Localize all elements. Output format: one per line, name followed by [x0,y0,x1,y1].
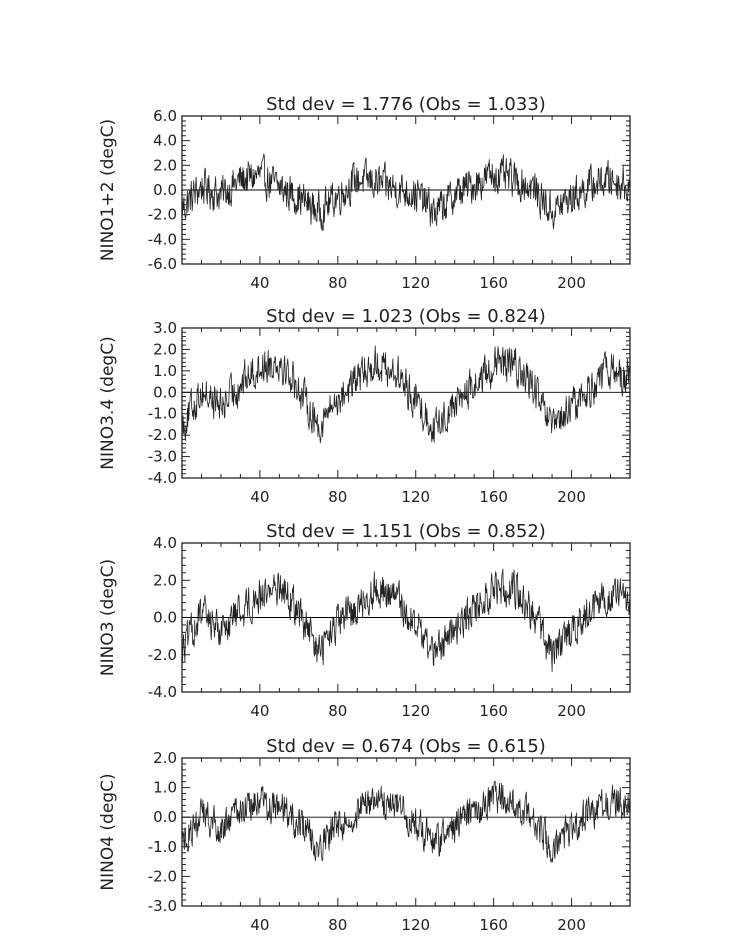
x-tick-label: 40 [250,488,270,506]
y-tick-label: -4.0 [147,683,177,701]
panel-title: Std dev = 1.151 (Obs = 0.852) [266,521,546,542]
y-tick-label: -4.0 [147,469,177,487]
x-tick-label: 160 [479,274,508,292]
y-tick-label: -2.0 [147,426,177,445]
x-tick-label: 120 [401,274,431,292]
x-tick-label: 40 [250,916,270,934]
series-line-nino12 [182,154,630,230]
x-tick-label: 160 [479,702,508,720]
y-tick-label: -2.0 [147,205,177,224]
y-axis-label: NINO3 (degC) [98,558,118,677]
x-tick-label: 160 [479,488,508,506]
x-tick-label: 200 [557,916,586,934]
y-tick-label: 0.0 [153,608,177,627]
y-tick-label: 6.0 [153,107,177,125]
y-tick-label: 1.0 [153,778,177,797]
y-tick-label: -2.0 [147,867,177,886]
x-tick-label: 80 [328,488,348,506]
x-tick-label: 160 [479,916,508,934]
x-tick-label: 200 [557,274,586,292]
x-tick-label: 80 [328,702,348,720]
panel-title: Std dev = 0.674 (Obs = 0.615) [266,736,546,757]
y-tick-label: -1.0 [147,404,177,423]
x-tick-label: 120 [401,916,431,934]
series-line-nino3 [182,569,630,672]
y-tick-label: 3.0 [153,319,177,337]
y-tick-label: 2.0 [153,156,177,175]
series-line-nino34 [182,346,630,443]
panel-nino3 [98,521,630,720]
y-tick-label: 2.0 [153,749,177,767]
y-tick-label: 0.0 [153,181,177,199]
y-tick-label: -4.0 [147,230,177,249]
panel-nino34 [98,306,630,506]
plot-frame [182,328,630,478]
y-axis-label: NINO4 (degC) [98,773,118,891]
y-axis-label: NINO3.4 (degC) [98,336,118,470]
x-tick-label: 200 [557,702,586,720]
y-tick-label: -1.0 [147,837,177,856]
panel-nino12 [98,94,630,292]
panel-title: Std dev = 1.023 (Obs = 0.824) [266,306,546,327]
y-tick-label: 0.0 [153,808,177,827]
y-tick-label: 2.0 [153,340,177,359]
y-tick-label: 0.0 [153,383,177,402]
y-tick-label: 4.0 [153,534,177,552]
panel-title: Std dev = 1.776 (Obs = 1.033) [266,94,546,115]
y-tick-label: 1.0 [153,361,177,380]
x-tick-label: 80 [328,274,348,292]
x-tick-label: 40 [250,274,270,292]
y-axis-label: NINO1+2 (degC) [98,118,118,262]
x-tick-label: 40 [250,702,270,720]
y-tick-label: -6.0 [147,255,177,273]
y-tick-label: -3.0 [147,897,177,915]
panel-nino4 [98,736,630,934]
x-tick-label: 120 [401,702,431,720]
series-line-nino4 [182,781,630,862]
y-tick-label: -3.0 [147,447,177,466]
x-tick-label: 80 [328,916,348,934]
x-tick-label: 200 [557,488,586,506]
y-tick-label: 2.0 [153,571,177,590]
y-tick-label: 4.0 [153,131,177,150]
x-tick-label: 120 [401,488,431,506]
y-tick-label: -2.0 [147,645,177,664]
